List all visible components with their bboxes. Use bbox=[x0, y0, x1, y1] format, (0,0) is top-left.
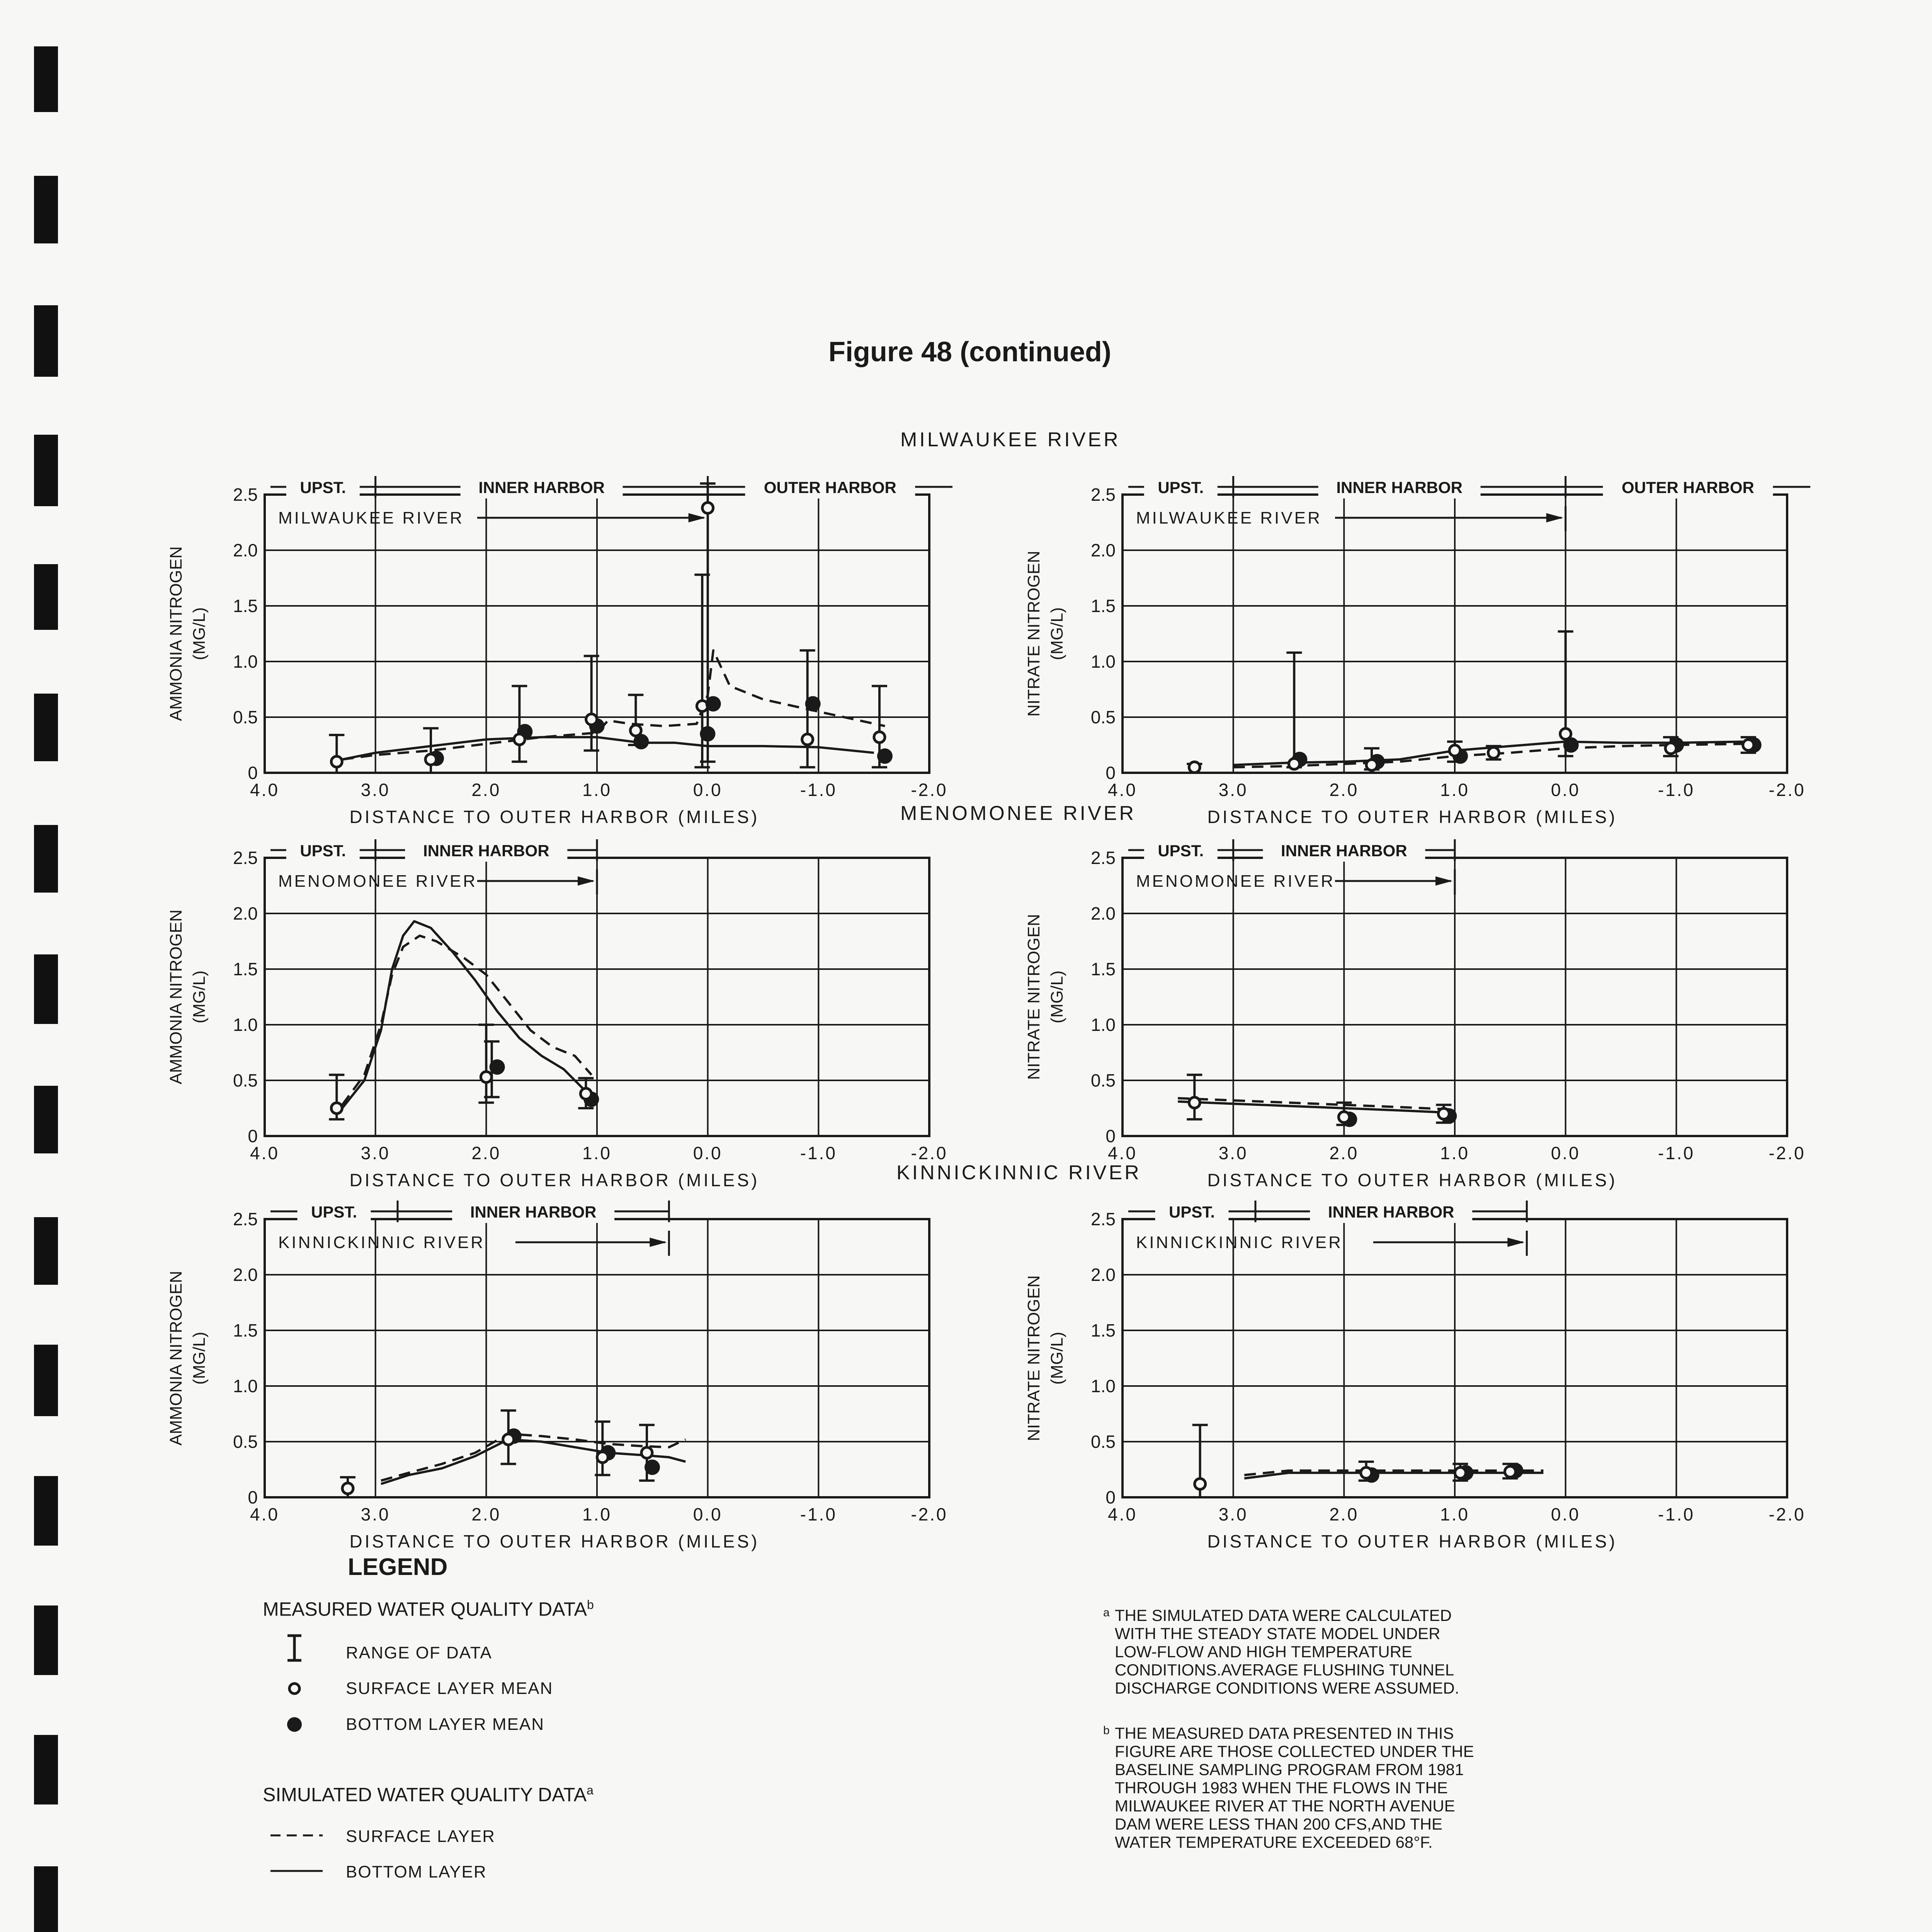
series-line-bottom bbox=[1244, 1473, 1543, 1478]
river-arrow bbox=[515, 1231, 669, 1256]
x-tick-label: -1.0 bbox=[1658, 1504, 1695, 1524]
surface-mean-point bbox=[1560, 728, 1571, 739]
x-tick-label: 2.0 bbox=[1329, 1143, 1359, 1163]
x-tick-label: 1.0 bbox=[1440, 1504, 1469, 1524]
zone-label-upst: UPST. bbox=[1158, 478, 1204, 497]
y-axis-label-line: (MG/L) bbox=[190, 970, 209, 1024]
legend-surface-layer-label: SURFACE LAYER bbox=[346, 1827, 496, 1846]
y-tick-label: 1.5 bbox=[233, 959, 258, 979]
x-tick-label: -2.0 bbox=[1769, 1504, 1806, 1524]
x-tick-label: 4.0 bbox=[250, 1143, 279, 1163]
surface-mean-point bbox=[702, 503, 713, 514]
bottom-mean-point bbox=[877, 748, 893, 764]
x-tick-label: 3.0 bbox=[361, 1143, 390, 1163]
river-arrow bbox=[1335, 506, 1566, 531]
y-tick-label: 1.5 bbox=[1091, 1320, 1116, 1340]
legend-title: LEGEND bbox=[348, 1554, 448, 1580]
y-axis-label-line: AMMONIA NITROGEN bbox=[167, 909, 185, 1085]
zone-label-outer: OUTER HARBOR bbox=[1621, 478, 1754, 497]
x-tick-label: 3.0 bbox=[1218, 780, 1248, 800]
y-tick-label: 1.5 bbox=[1091, 959, 1116, 979]
y-tick-label: 2.5 bbox=[1091, 485, 1116, 505]
x-tick-label: 2.0 bbox=[471, 780, 501, 800]
chart-milwaukee-ammonia bbox=[155, 456, 974, 827]
zone-label-upst: UPST. bbox=[300, 842, 346, 860]
y-tick-label: 1.0 bbox=[1091, 1015, 1116, 1035]
footnote-b-line: FIGURE ARE THOSE COLLECTED UNDER THE bbox=[1115, 1742, 1474, 1760]
surface-mean-point bbox=[1449, 745, 1460, 756]
surface-mean-point bbox=[874, 732, 885, 743]
surface-mean-point bbox=[342, 1483, 353, 1494]
bottom-mean-icon bbox=[287, 1717, 302, 1732]
y-tick-label: 0.5 bbox=[1091, 1070, 1116, 1090]
x-tick-label: 0.0 bbox=[693, 780, 723, 800]
y-tick-label: 2.0 bbox=[1091, 540, 1116, 560]
surface-mean-point bbox=[1665, 743, 1676, 754]
y-tick-label: 1.0 bbox=[233, 1376, 258, 1396]
x-tick-label: -1.0 bbox=[1658, 780, 1695, 800]
x-tick-label: 3.0 bbox=[361, 1504, 390, 1524]
x-tick-label: 0.0 bbox=[1551, 780, 1580, 800]
surface-mean-point bbox=[1366, 760, 1377, 770]
surface-mean-point bbox=[802, 734, 813, 745]
y-axis-label-line: (MG/L) bbox=[190, 1332, 209, 1385]
surface-mean-point bbox=[1189, 762, 1200, 773]
x-axis-label: DISTANCE TO OUTER HARBOR (MILES) bbox=[1207, 1531, 1617, 1551]
zone-label-inner: INNER HARBOR bbox=[470, 1203, 597, 1221]
zone-label-upst: UPST. bbox=[1168, 1203, 1215, 1221]
footnote-b-line: WATER TEMPERATURE EXCEEDED 68°F. bbox=[1115, 1833, 1433, 1851]
river-heading-menomonee: MENOMONEE RIVER bbox=[900, 802, 1136, 825]
y-tick-label: 1.5 bbox=[233, 596, 258, 616]
surface-mean-point bbox=[1361, 1468, 1372, 1478]
river-heading-kinnickinnic: KINNICKINNIC RIVER bbox=[896, 1162, 1141, 1184]
bottom-mean-point bbox=[706, 696, 721, 711]
grid bbox=[1122, 1219, 1787, 1497]
binder-bar bbox=[34, 46, 58, 112]
x-tick-label: 3.0 bbox=[361, 780, 390, 800]
y-axis-label-line: (MG/L) bbox=[1048, 607, 1066, 660]
river-label: MILWAUKEE RIVER bbox=[1136, 509, 1322, 527]
y-tick-label: 0.5 bbox=[233, 707, 258, 727]
grid bbox=[1122, 858, 1787, 1136]
x-tick-label: 0.0 bbox=[1551, 1143, 1580, 1163]
y-tick-label: 2.5 bbox=[233, 1209, 258, 1229]
y-axis-label-line: (MG/L) bbox=[1048, 970, 1066, 1024]
chart-kinnickinnic-nitrate bbox=[1012, 1180, 1832, 1551]
x-tick-label: 3.0 bbox=[1218, 1143, 1248, 1163]
x-tick-label: 2.0 bbox=[471, 1504, 501, 1524]
x-tick-label: 3.0 bbox=[1218, 1504, 1248, 1524]
binder-bar bbox=[34, 1345, 58, 1416]
y-tick-label: 2.5 bbox=[233, 848, 258, 868]
surface-mean-point bbox=[1195, 1478, 1206, 1489]
y-axis-label-line: NITRATE NITROGEN bbox=[1024, 1275, 1043, 1441]
y-axis-label-line: AMMONIA NITROGEN bbox=[167, 1270, 185, 1446]
footnote-b-line: BASELINE SAMPLING PROGRAM FROM 1981 bbox=[1115, 1760, 1464, 1779]
y-tick-label: 0.5 bbox=[1091, 1432, 1116, 1452]
y-axis-label bbox=[1024, 914, 1066, 1080]
x-tick-label: 2.0 bbox=[1329, 780, 1359, 800]
x-tick-label: 4.0 bbox=[1108, 1504, 1137, 1524]
footnote-a-line: CONDITIONS.AVERAGE FLUSHING TUNNEL bbox=[1115, 1661, 1454, 1679]
x-axis-label: DISTANCE TO OUTER HARBOR (MILES) bbox=[349, 1531, 760, 1551]
bottom-mean-point bbox=[490, 1059, 505, 1075]
surface-mean-point bbox=[1438, 1108, 1449, 1119]
chart-kinnickinnic-ammonia bbox=[155, 1180, 974, 1551]
y-tick-label: 2.5 bbox=[1091, 1209, 1116, 1229]
binder-bar bbox=[34, 176, 58, 243]
legend-measured-sup: b bbox=[587, 1598, 594, 1612]
binder-bar bbox=[34, 1086, 58, 1153]
grid bbox=[1122, 495, 1787, 773]
y-tick-label: 2.0 bbox=[233, 540, 258, 560]
surface-mean-point bbox=[503, 1434, 514, 1445]
x-tick-label: 1.0 bbox=[582, 1143, 612, 1163]
river-arrow-head bbox=[1435, 876, 1452, 886]
river-arrow bbox=[477, 506, 708, 531]
x-tick-label: 4.0 bbox=[250, 1504, 279, 1524]
y-tick-label: 2.0 bbox=[233, 1265, 258, 1285]
zone-label-inner: INNER HARBOR bbox=[1328, 1203, 1454, 1221]
y-axis-label bbox=[167, 1271, 209, 1446]
y-tick-label: 2.5 bbox=[1091, 848, 1116, 868]
binder-bar bbox=[34, 564, 58, 630]
binder-bar bbox=[34, 694, 58, 761]
zone-label-inner: INNER HARBOR bbox=[1336, 478, 1463, 497]
legend-bottom-layer-label: BOTTOM LAYER bbox=[346, 1862, 487, 1881]
y-tick-label: 1.0 bbox=[233, 1015, 258, 1035]
x-tick-label: 0.0 bbox=[693, 1504, 723, 1524]
legend-simulated-heading-text: SIMULATED WATER QUALITY DATA bbox=[263, 1784, 587, 1806]
range-bar bbox=[1286, 653, 1302, 767]
surface-mean-point bbox=[580, 1088, 591, 1099]
y-tick-label: 2.0 bbox=[233, 903, 258, 923]
surface-mean-point bbox=[630, 725, 641, 736]
y-tick-label: 0.5 bbox=[233, 1070, 258, 1090]
zone-label-inner: INNER HARBOR bbox=[423, 842, 549, 860]
surface-mean-point bbox=[514, 734, 525, 745]
y-tick-label: 0 bbox=[1105, 763, 1116, 783]
zone-label-inner: INNER HARBOR bbox=[478, 478, 605, 497]
river-arrow bbox=[1373, 1231, 1527, 1256]
y-axis-label-line: (MG/L) bbox=[1048, 1332, 1066, 1385]
river-label: MENOMONEE RIVER bbox=[278, 872, 478, 891]
river-label: MILWAUKEE RIVER bbox=[278, 509, 464, 527]
y-tick-label: 0 bbox=[248, 763, 258, 783]
river-arrow-head bbox=[650, 1238, 667, 1247]
x-tick-label: -2.0 bbox=[911, 780, 948, 800]
y-tick-label: 1.0 bbox=[1091, 1376, 1116, 1396]
x-tick-label: 2.0 bbox=[471, 1143, 501, 1163]
legend-surface-mean-label: SURFACE LAYER MEAN bbox=[346, 1679, 553, 1698]
x-tick-label: -1.0 bbox=[800, 780, 837, 800]
zone-label-inner: INNER HARBOR bbox=[1281, 842, 1407, 860]
binder-bar bbox=[34, 435, 58, 506]
x-tick-label: 4.0 bbox=[250, 780, 279, 800]
y-tick-label: 1.5 bbox=[1091, 596, 1116, 616]
surface-mean-point bbox=[331, 1103, 342, 1114]
x-tick-label: 1.0 bbox=[1440, 780, 1469, 800]
footnote-b bbox=[1103, 1721, 1532, 1851]
river-arrow-head bbox=[689, 513, 706, 522]
y-axis-label-line: NITRATE NITROGEN bbox=[1024, 551, 1043, 717]
y-tick-label: 0 bbox=[1105, 1487, 1116, 1507]
y-tick-label: 1.5 bbox=[233, 1320, 258, 1340]
binder-bar bbox=[34, 1866, 58, 1932]
chart-menomonee-ammonia bbox=[155, 819, 974, 1190]
binder-bar bbox=[34, 825, 58, 893]
y-tick-label: 1.0 bbox=[1091, 651, 1116, 672]
bottom-mean-point bbox=[645, 1459, 660, 1475]
y-axis-label-line: AMMONIA NITROGEN bbox=[167, 546, 185, 721]
surface-mean-point bbox=[481, 1071, 492, 1082]
x-tick-label: -1.0 bbox=[1658, 1143, 1695, 1163]
footnote-a bbox=[1103, 1604, 1532, 1697]
x-tick-label: 2.0 bbox=[1329, 1504, 1359, 1524]
legend-range-label: RANGE OF DATA bbox=[346, 1643, 492, 1662]
y-tick-label: 0 bbox=[1105, 1126, 1116, 1146]
x-tick-label: -1.0 bbox=[800, 1504, 837, 1524]
surface-mean-point bbox=[597, 1452, 608, 1463]
surface-mean-icon bbox=[289, 1684, 299, 1694]
y-tick-label: 0 bbox=[248, 1126, 258, 1146]
y-axis-label-line: NITRATE NITROGEN bbox=[1024, 914, 1043, 1080]
y-tick-label: 1.0 bbox=[233, 651, 258, 672]
surface-mean-point bbox=[1338, 1112, 1349, 1122]
legend-symbols bbox=[270, 1634, 348, 1905]
x-tick-label: -2.0 bbox=[1769, 1143, 1806, 1163]
y-axis-label-line: (MG/L) bbox=[190, 607, 209, 660]
x-tick-label: -2.0 bbox=[911, 1143, 948, 1163]
x-tick-label: 0.0 bbox=[693, 1143, 723, 1163]
x-tick-label: -2.0 bbox=[1769, 780, 1806, 800]
legend-measured-heading-text: MEASURED WATER QUALITY DATA bbox=[263, 1598, 587, 1620]
x-axis-label: DISTANCE TO OUTER HARBOR (MILES) bbox=[349, 807, 760, 827]
binder-bar bbox=[34, 1217, 58, 1285]
bottom-mean-point bbox=[805, 696, 821, 711]
river-arrow bbox=[477, 869, 597, 895]
footnote-b-line: MILWAUKEE RIVER AT THE NORTH AVENUE bbox=[1115, 1797, 1455, 1815]
zone-label-upst: UPST. bbox=[311, 1203, 357, 1221]
footnote-a-line: WITH THE STEADY STATE MODEL UNDER bbox=[1115, 1624, 1440, 1643]
binder-bar bbox=[34, 954, 58, 1024]
series-line-surface bbox=[342, 936, 592, 1105]
range-of-data-icon bbox=[287, 1634, 301, 1662]
surface-mean-point bbox=[641, 1447, 652, 1458]
footnote-b-line: THE MEASURED DATA PRESENTED IN THIS bbox=[1115, 1724, 1454, 1742]
binder-bar bbox=[34, 1735, 58, 1804]
footnote-b-line: THROUGH 1983 WHEN THE FLOWS IN THE bbox=[1115, 1779, 1448, 1797]
x-tick-label: 1.0 bbox=[582, 780, 612, 800]
river-arrow-head bbox=[1507, 1238, 1524, 1247]
y-tick-label: 2.0 bbox=[1091, 903, 1116, 923]
y-axis-label bbox=[1024, 1275, 1066, 1441]
x-axis-label: DISTANCE TO OUTER HARBOR (MILES) bbox=[349, 1170, 760, 1190]
surface-mean-point bbox=[1488, 747, 1499, 758]
footnote-b-mark: b bbox=[1103, 1724, 1110, 1737]
river-label: KINNICKINNIC RIVER bbox=[1136, 1233, 1343, 1252]
x-axis-label: DISTANCE TO OUTER HARBOR (MILES) bbox=[1207, 1170, 1617, 1190]
x-axis-label: DISTANCE TO OUTER HARBOR (MILES) bbox=[1207, 807, 1617, 827]
footnote-a-line: THE SIMULATED DATA WERE CALCULATED bbox=[1115, 1606, 1452, 1624]
y-tick-label: 0.5 bbox=[233, 1432, 258, 1452]
surface-mean-point bbox=[425, 754, 436, 765]
footnote-a-line: DISCHARGE CONDITIONS WERE ASSUMED. bbox=[1115, 1679, 1459, 1697]
surface-mean-point bbox=[586, 714, 597, 725]
y-tick-label: 0.5 bbox=[1091, 707, 1116, 727]
x-tick-label: 4.0 bbox=[1108, 780, 1137, 800]
x-tick-label: 4.0 bbox=[1108, 1143, 1137, 1163]
river-arrow-head bbox=[578, 876, 595, 886]
binder-bar bbox=[34, 1605, 58, 1675]
y-axis-label bbox=[1024, 551, 1066, 716]
surface-mean-point bbox=[1743, 740, 1754, 750]
legend-simulated-sup: a bbox=[587, 1783, 594, 1797]
x-tick-label: 0.0 bbox=[1551, 1504, 1580, 1524]
y-tick-label: 2.0 bbox=[1091, 1265, 1116, 1285]
river-label: KINNICKINNIC RIVER bbox=[278, 1233, 485, 1252]
series-line-bottom bbox=[342, 737, 874, 760]
legend-measured-heading bbox=[263, 1598, 594, 1621]
surface-mean-point bbox=[331, 756, 342, 767]
y-tick-label: 0 bbox=[248, 1487, 258, 1507]
footnote-a-mark: a bbox=[1103, 1606, 1110, 1619]
surface-mean-point bbox=[1189, 1097, 1200, 1108]
river-label: MENOMONEE RIVER bbox=[1136, 872, 1335, 891]
footnote-b-line: DAM WERE LESS THAN 200 CFS,AND THE bbox=[1115, 1815, 1442, 1833]
zone-label-upst: UPST. bbox=[300, 478, 346, 497]
surface-mean-point bbox=[1289, 759, 1299, 769]
figure-title: Figure 48 (continued) bbox=[828, 337, 1112, 367]
y-axis-label bbox=[167, 910, 209, 1084]
zone-label-upst: UPST. bbox=[1158, 842, 1204, 860]
river-arrow-head bbox=[1546, 513, 1563, 522]
x-tick-label: 1.0 bbox=[582, 1504, 612, 1524]
river-arrow bbox=[1335, 869, 1455, 895]
surface-mean-point bbox=[1455, 1468, 1466, 1478]
binder-bar bbox=[34, 1476, 58, 1546]
legend-bottom-mean-label: BOTTOM LAYER MEAN bbox=[346, 1715, 545, 1734]
range-bar bbox=[512, 686, 527, 762]
x-tick-label: -1.0 bbox=[800, 1143, 837, 1163]
y-tick-label: 2.5 bbox=[233, 485, 258, 505]
x-tick-label: -2.0 bbox=[911, 1504, 948, 1524]
y-axis-label bbox=[167, 546, 209, 721]
zone-label-outer: OUTER HARBOR bbox=[764, 478, 896, 497]
river-heading-milwaukee: MILWAUKEE RIVER bbox=[900, 429, 1121, 451]
surface-mean-point bbox=[1505, 1466, 1515, 1477]
footnote-a-line: LOW-FLOW AND HIGH TEMPERATURE bbox=[1115, 1643, 1413, 1661]
x-tick-label: 1.0 bbox=[1440, 1143, 1469, 1163]
legend-simulated-heading bbox=[263, 1783, 594, 1806]
chart-menomonee-nitrate bbox=[1012, 819, 1832, 1190]
chart-milwaukee-nitrate bbox=[1012, 456, 1832, 827]
